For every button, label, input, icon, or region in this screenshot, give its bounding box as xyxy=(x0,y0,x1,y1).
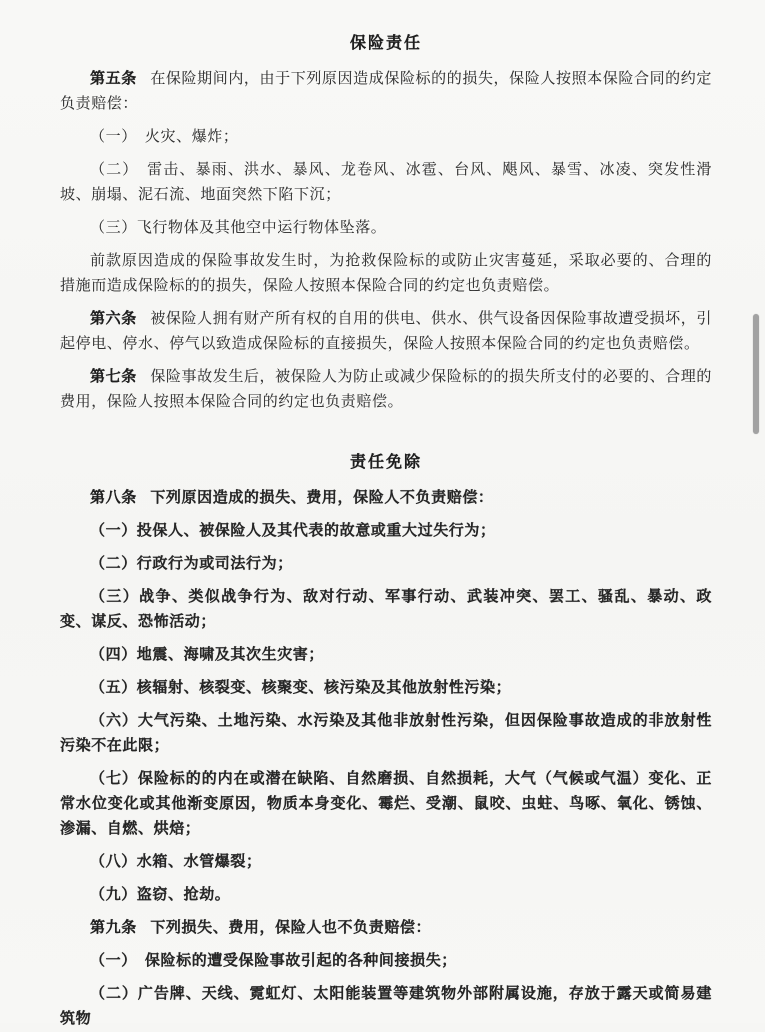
list-item xyxy=(60,125,712,150)
list-item xyxy=(60,982,712,1032)
list-item-text: （三）战争、类似战争行为、敌对行动、军事行动、武装冲突、罢工、骚乱、暴动、政变、谋反、恐怖活动； xyxy=(60,589,712,630)
list-item-text: （二）广告牌、天线、霓虹灯、太阳能装置等建筑物外部附属设施，存放于露天或简易建筑物 xyxy=(60,986,712,1027)
list-item xyxy=(60,585,712,635)
list-item xyxy=(60,519,712,544)
article-7-text: 保险事故发生后，被保险人为防止或减少保险标的的损失所支付的必要的、合理的费用，保险人按照本保险合同的约定也负责赔偿。 xyxy=(60,369,712,410)
exclusions-section xyxy=(60,449,712,1032)
list-item-text: （九）盗窃、抢劫。 xyxy=(90,887,231,903)
list-item-text: （七）保险标的的内在或潜在缺陷、自然磨损、自然损耗，大气（气候或气温）变化、正常水位变化或其他渐变原因，物质本身变化、霉烂、受潮、鼠咬、虫蛀、鸟啄、氧化、锈蚀、渗漏、自燃、烘焙； xyxy=(60,771,712,837)
list-item xyxy=(60,850,712,875)
article-7-number: 第七条 xyxy=(90,369,137,385)
article-5-text: 在保险期间内，由于下列原因造成保险标的的损失，保险人按照本保险合同的约定负责赔偿： xyxy=(60,71,712,112)
list-item-text: （三）飞行物体及其他空中运行物体坠落。 xyxy=(90,220,387,236)
list-item-text: （五）核辐射、核裂变、核聚变、核污染及其他放射性污染； xyxy=(90,680,512,696)
list-item-text: （一）投保人、被保险人及其代表的故意或重大过失行为； xyxy=(90,523,496,539)
article-5-paragraph xyxy=(60,67,712,117)
list-item xyxy=(60,552,712,577)
list-item-text: （一） 保险标的遭受保险事故引起的各种间接损失； xyxy=(90,953,457,969)
list-item xyxy=(60,676,712,701)
list-item-text: （八）水箱、水管爆裂； xyxy=(90,854,262,870)
list-item-text: （一） 火灾、爆炸； xyxy=(90,129,239,145)
article-5-number: 第五条 xyxy=(90,71,137,87)
list-item xyxy=(60,158,712,208)
scrollbar-thumb[interactable] xyxy=(753,314,759,434)
article-9-text: 下列损失、费用，保险人也不负责赔偿： xyxy=(150,920,432,936)
list-item xyxy=(60,709,712,759)
list-item-text: （六）大气污染、土地污染、水污染及其他非放射性污染，但因保险事故造成的非放射性污染不在此限； xyxy=(60,713,712,754)
article-6-number: 第六条 xyxy=(90,311,137,327)
list-item xyxy=(60,883,712,908)
paragraph-text: 前款原因造成的保险事故发生时，为抢救保险标的或防止灾害蔓延，采取必要的、合理的措施而造成保险标的的损失，保险人按照本保险合同的约定也负责赔偿。 xyxy=(60,253,712,294)
section-title-exclusions: 责任免除 xyxy=(349,454,422,471)
section-title-insurance-liability: 保险责任 xyxy=(349,35,422,52)
article-7-paragraph xyxy=(60,365,712,415)
list-item-text: （二） 雷击、暴雨、洪水、暴风、龙卷风、冰雹、台风、飓风、暴雪、冰凌、突发性滑坡、崩塌、泥石流、地面突然下陷下沉； xyxy=(60,162,712,203)
list-item-text: （二）行政行为或司法行为； xyxy=(90,556,293,572)
article-6-text: 被保险人拥有财产所有权的自用的供电、供水、供气设备因保险事故遭受损坏，引起停电、停水、停气以致造成保险标的直接损失，保险人按照本保险合同的约定也负责赔偿。 xyxy=(60,311,712,352)
article-9-number: 第九条 xyxy=(90,920,137,936)
list-item-text: （四）地震、海啸及其次生灾害； xyxy=(90,647,325,663)
follow-up-paragraph xyxy=(60,249,712,299)
list-item xyxy=(60,767,712,842)
article-8-number: 第八条 xyxy=(90,490,137,506)
list-item xyxy=(60,643,712,668)
article-8-paragraph xyxy=(60,486,712,511)
article-6-paragraph xyxy=(60,307,712,357)
article-8-text: 下列原因造成的损失、费用，保险人不负责赔偿： xyxy=(150,490,494,506)
list-item xyxy=(60,949,712,974)
article-9-paragraph xyxy=(60,916,712,941)
list-item xyxy=(60,216,712,241)
